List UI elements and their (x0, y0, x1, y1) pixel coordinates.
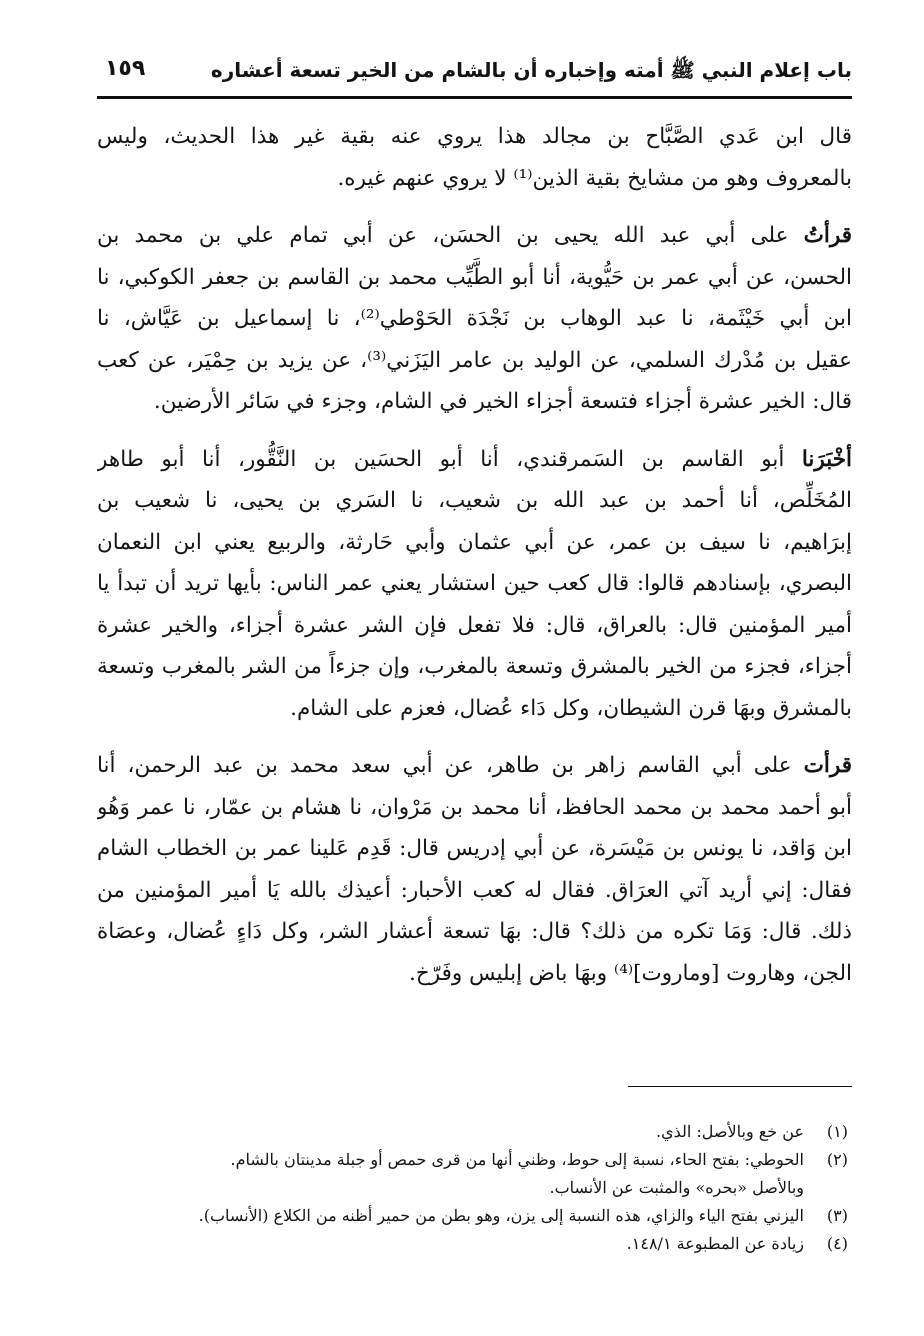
footnotes (100, 1118, 848, 1258)
paragraph-lead-word: قرأتُ (803, 223, 852, 248)
text-line: أخْبَرَنا أبو القاسم بن السَمرقندي، أنا أبو الحسَين بن النَّقُّور، أنا أبو طاهر (97, 446, 852, 472)
footnote-continuation: وبالأصل «بحره» والمثبت عن الأنساب. (549, 1178, 804, 1197)
text-line: قرأتُ على أبي عبد الله يحيى بن الحسَن، عن أبي تمام علي بن محمد بن (97, 223, 852, 248)
footnote-number: (٣) (826, 1206, 848, 1225)
paragraph (97, 745, 852, 994)
chapter-title: باب إعلام النبي ﷺ أمته وإخباره أن بالشام من الخير تسعة أعشاره (210, 58, 852, 82)
paragraph-lead-word: أخْبَرَنا (801, 446, 852, 472)
text-line: بالمشرق وبهَا قرن الشيطان، وكل دَاء عُضال، فعزم على الشام. (290, 695, 852, 721)
footnote-text: الحوطي: بفتح الحاء، نسبة إلى حوط، وظني أنها من قرى حمص أو جبلة مدينتان بالشام. (230, 1150, 804, 1169)
footnote (100, 1202, 848, 1230)
text-line: الجن، وهاروت [وماروت]⁽⁴⁾ وبهَا باض إبليس وفَرّخ. (409, 960, 852, 986)
footnote-number: (٢) (826, 1150, 848, 1169)
footnote-text: اليزني بفتح الياء والزاي، هذه النسبة إلى يزن، وهو بطن من حمير أظنه من الكلاع (الأنساب). (198, 1206, 804, 1225)
text-line: فقال: إني أريد آتي العرَاق. فقال له كعب الأحبار: أعيذك بالله يَا أمير المؤمنين من (97, 877, 852, 903)
text-line: قرأت على أبي القاسم زاهر بن طاهر، عن أبي سعد محمد بن عبد الرحمن، أنا (97, 753, 852, 778)
footnote (100, 1230, 848, 1258)
text-line: البصري، بإسنادهم قالوا: قال كعب حين استشار يعني عمر الناس: بأيها تريد أن تبدأ يا (97, 571, 852, 596)
text-line: عقيل بن مُدْرك السلمي، عن الوليد بن عامر اليَزَني⁽³⁾، عن يزيد بن حِمْيَر، عن كعب (97, 347, 852, 373)
text-line: الحسن، عن أبي عمر بن حَيُّوية، أنا أبو الطَّيِّب محمد بن القاسم بن جعفر الكوكبي، نا (97, 264, 852, 290)
text-line: بالمعروف وهو من مشايخ بقية الذين⁽¹⁾ لا يروي عنهم غيره. (337, 165, 852, 191)
text-line: ذلك. قال: وَمَا تكره من ذلك؟ قال: بهَا تسعة أعشار الشر، وكل دَاءٍ عُضال، وعصَاة (97, 919, 852, 944)
text-line: أمير المؤمنين قال: بالعراق، قال: فلا تفعل فإن الشر عشرة أجزاء، والخير عشرة (97, 612, 852, 638)
paragraph-lead-word: قرأت (803, 753, 852, 778)
footnote-number: (٤) (826, 1234, 848, 1253)
footnote-text: زيادة عن المطبوعة ١٤٨/١. (626, 1234, 804, 1253)
footnote-separator (628, 1086, 852, 1087)
footnote (100, 1146, 848, 1174)
text-line: قال: الخير عشرة أجزاء فتسعة أجزاء الخير في الشام، وجزء في سَائر الأرضين. (153, 389, 852, 414)
footnote (100, 1118, 848, 1146)
text-line: أبو أحمد محمد بن محمد الحافظ، أنا محمد بن مَرْوان، نا هشام بن عمّار، نا عمر وَهُو (97, 794, 852, 820)
text-line: أجزاء، فجزء من الخير بالمشرق وتسعة بالمغرب، وإن جزءاً من الشر بالمغرب وتسعة (97, 654, 852, 679)
page-header (97, 52, 852, 99)
paragraph (97, 116, 852, 199)
page-number: ١٥٩ (105, 56, 146, 81)
text-line: ابن أبي خَيْثَمة، نا عبد الوهاب بن نَجْدَة الحَوْطي⁽²⁾، نا إسماعيل بن عَيَّاش، نا (97, 306, 852, 331)
text-line: المُخَلِّص، أنا أحمد بن عبد الله بن شعيب، نا السَري بن يحيى، نا شعيب بن (97, 488, 852, 513)
paragraph (97, 439, 852, 730)
main-text (97, 116, 852, 1010)
text-line: قال ابن عَدي الصَّبَّاح بن مجالد هذا يروي عنه بقية غير هذا الحديث، وليس (97, 124, 852, 149)
text-line: ابن وَاقد، نا يونس بن مَيْسَرة، عن أبي إدريس قال: قَدِم عَلينا عمر بن الخطاب الشام (97, 836, 852, 861)
footnote-number: (١) (826, 1122, 848, 1141)
footnote-text: عن خع وبالأصل: الذي. (656, 1122, 804, 1141)
text-line: إبرَاهيم، نا سيف بن عمر، عن أبي عثمان وأبي حَارثة، والربيع يعني ابن النعمان (97, 529, 852, 555)
paragraph (97, 215, 852, 423)
